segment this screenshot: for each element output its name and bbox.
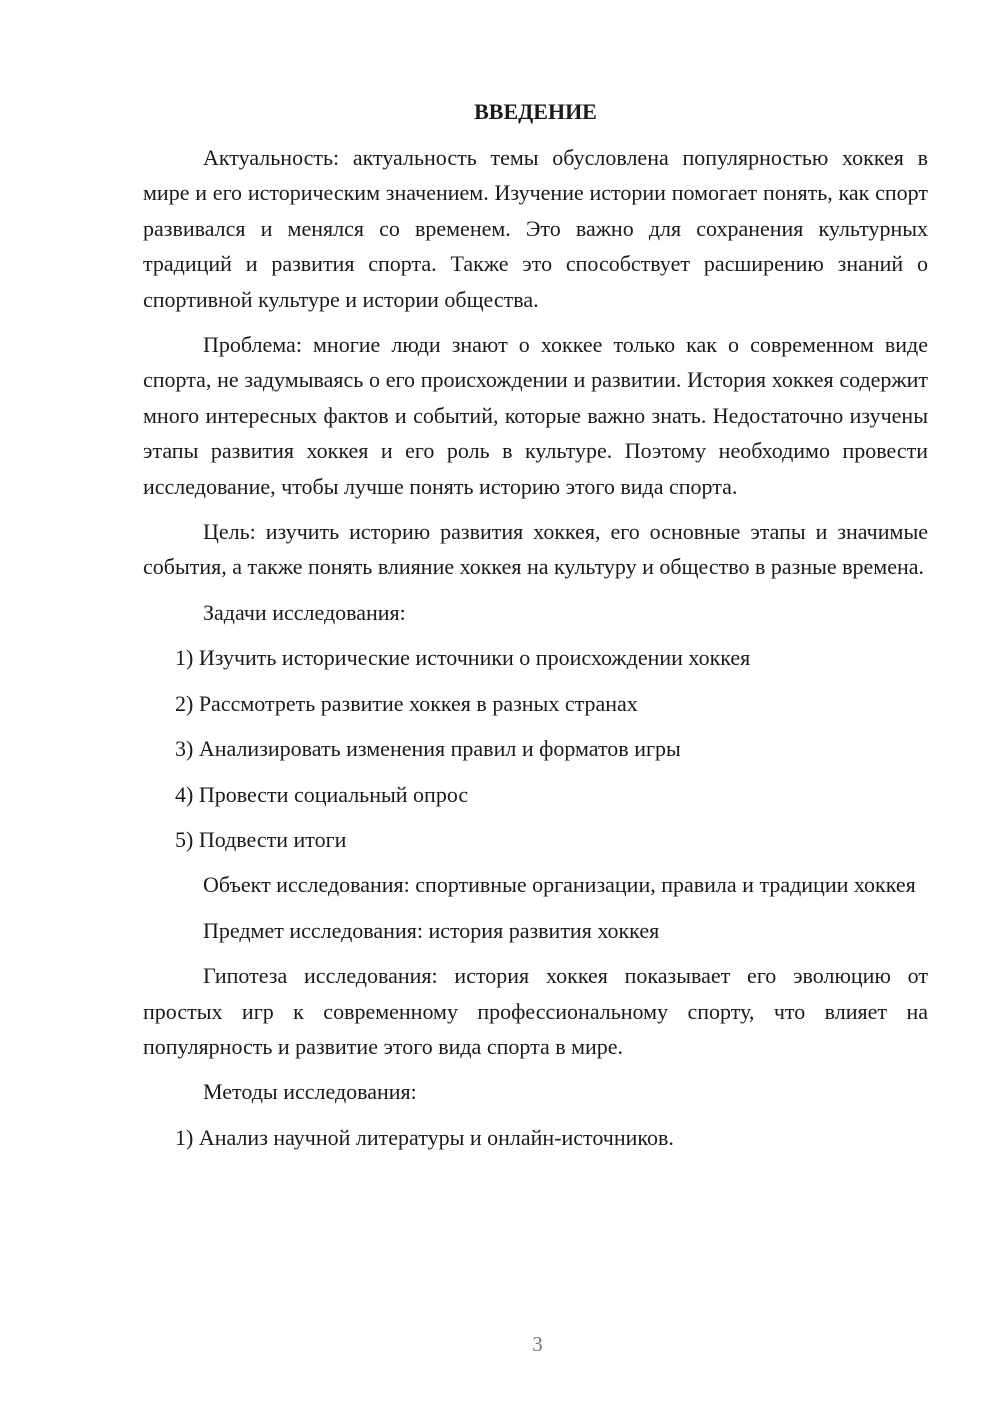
task-item: 4) Провести социальный опрос [175, 781, 469, 807]
problem-paragraph: Проблема: многие люди знают о хоккее только как о современном виде спорта, не задумываясь о его происхождении и развитии. История хоккея содержит много интересных фактов и событий, которые важно знать. Недостаточно изучены этапы развития хоккея и его роль в культуре. Поэтому необходимо провести исследование, чтобы лучше понять историю этого вида спорта. [143, 332, 928, 499]
methods-title: Методы исследования: [203, 1079, 417, 1105]
method-item: 1) Анализ научной литературы и онлайн-источников. [175, 1124, 674, 1150]
task-item: 1) Изучить исторические источники о происхождении хоккея [175, 645, 751, 671]
section-heading: ВВЕДЕНИЕ [474, 99, 597, 124]
document-page [143, 94, 928, 1165]
task-item: 5) Подвести итоги [175, 826, 347, 852]
goal-paragraph: Цель: изучить историю развития хоккея, его основные этапы и значимые события, а также понять влияние хоккея на культуру и общество в разные времена. [143, 519, 928, 580]
hypothesis-paragraph: Гипотеза исследования: история хоккея показывает его эволюцию от простых игр к современному профессиональному спорту, что влияет на популярность и развитие этого вида спорта в мире. [143, 963, 928, 1059]
tasks-title: Задачи исследования: [203, 599, 406, 625]
task-item: 3) Анализировать изменения правил и форматов игры [175, 736, 681, 762]
relevance-paragraph: Актуальность: актуальность темы обусловлена популярностью хоккея в мире и его историческим значением. Изучение истории помогает понять, как спорт развивался и менялся со временем. Это важно для сохранения культурных традиций и развития спорта. Также это способствует расширению знаний о спортивной культуре и истории общества. [143, 145, 928, 312]
subject-paragraph: Предмет исследования: история развития хоккея [203, 917, 660, 943]
object-paragraph: Объект исследования: спортивные организации, правила и традиции хоккея [203, 872, 916, 898]
task-item: 2) Рассмотреть развитие хоккея в разных странах [175, 690, 638, 716]
page-number: 3 [532, 1332, 543, 1356]
